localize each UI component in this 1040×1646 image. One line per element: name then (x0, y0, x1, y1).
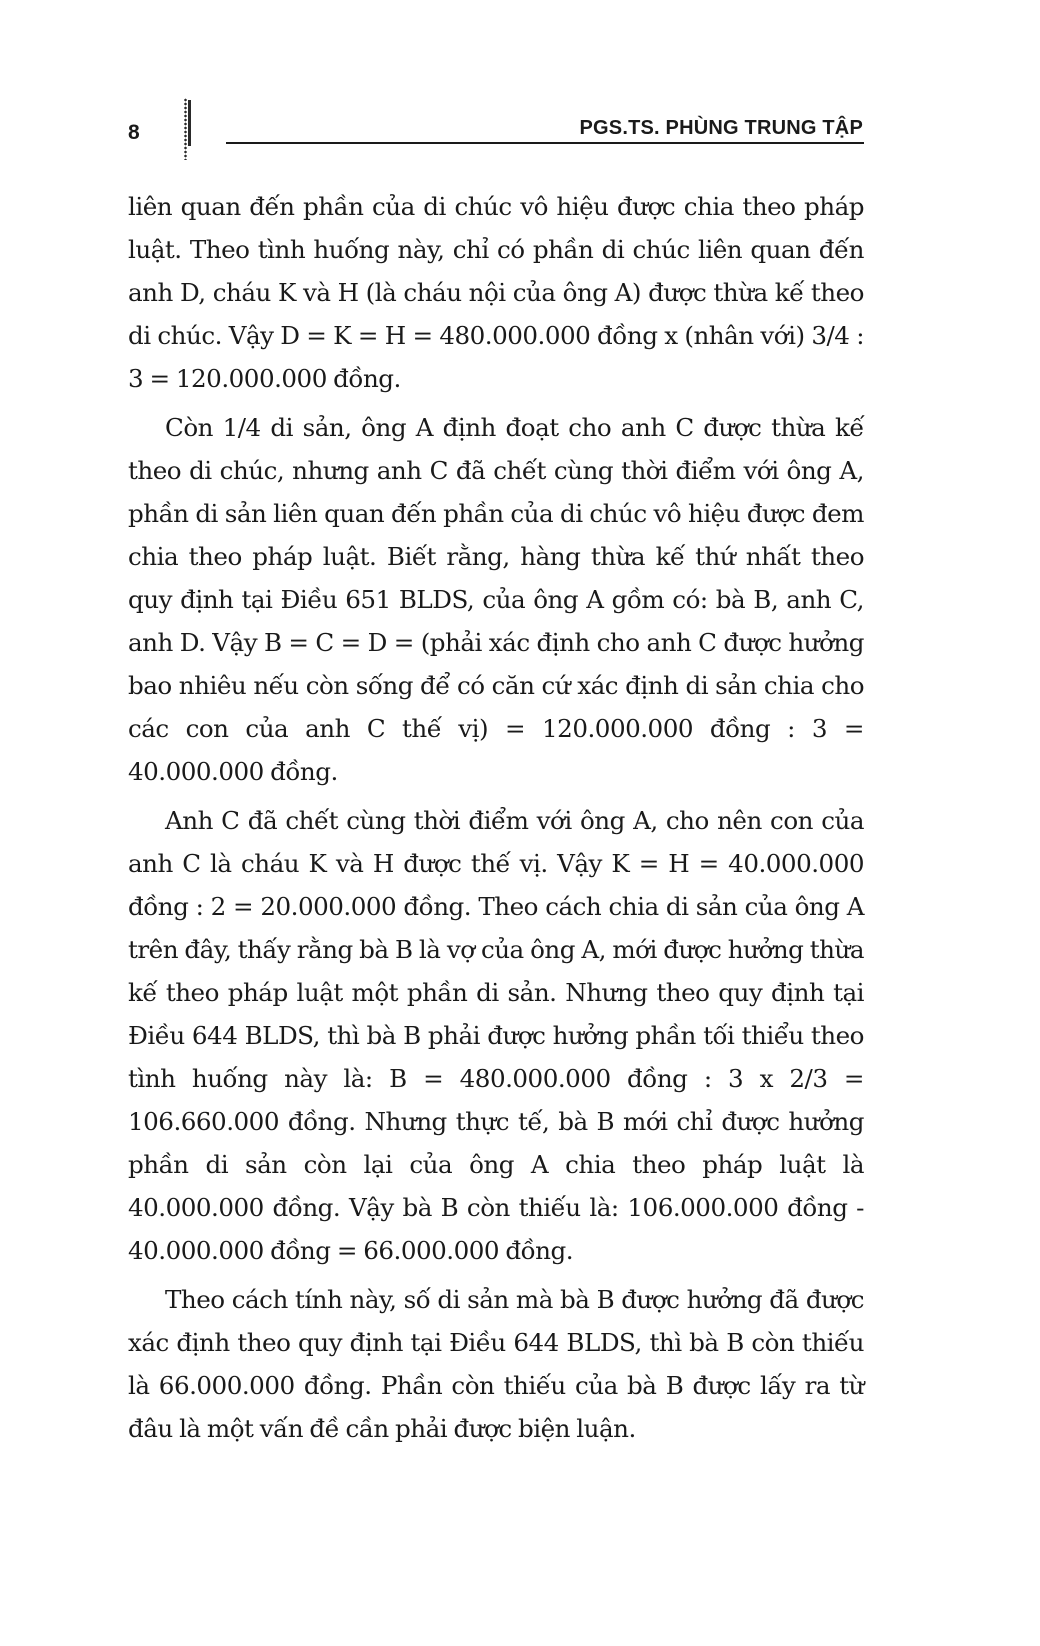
body-text (128, 185, 864, 1456)
running-head: PGS.TS. PHÙNG TRUNG TẬP (579, 117, 863, 139)
paragraph-1: liên quan đến phần của di chúc vô hiệu được chia theo pháp luật. Theo tình huống này, chỉ có phần di chúc liên quan đến anh D, cháu K và H (là cháu nội của ông A) được thừa kế theo di chúc. Vậy D = K = H = 480.000.000 đồng x (nhân với) 3/4 : 3 = 120.000.000 đồng. (128, 192, 864, 393)
paragraph-3: Anh C đã chết cùng thời điểm với ông A, cho nên con của anh C là cháu K và H được thế vị. Vậy K = H = 40.000.000 đồng : 2 = 20.000.000 đồng. Theo cách chia di sản của ông A trên đây, thấy rằng bà B là vợ của ông A, mới được hưởng thừa kế theo pháp luật một phần di sản. Nhưng theo quy định tại Điều 644 BLDS, thì bà B phải được hưởng phần tối thiểu theo tình huống này là: B = 480.000.000 đồng : 3 x 2/3 = 106.660.000 đồng. Nhưng thực tế, bà B mới chỉ được hưởng phần di sản còn lại của ông A chia theo pháp luật là 40.000.000 đồng. Vậy bà B còn thiếu là: 106.000.000 đồng - 40.000.000 đồng = 66.000.000 đồng. (128, 806, 864, 1265)
page-header (0, 0, 1040, 170)
paragraph-2: Còn 1/4 di sản, ông A định đoạt cho anh C được thừa kế theo di chúc, nhưng anh C đã chết cùng thời điểm với ông A, phần di sản liên quan đến phần của di chúc vô hiệu được đem chia theo pháp luật. Biết rằng, hàng thừa kế thứ nhất theo quy định tại Điều 651 BLDS, của ông A gồm có: bà B, anh C, anh D. Vậy B = C = D = (phải xác định cho anh C được hưởng bao nhiêu nếu còn sống để có căn cứ xác định di sản chia cho các con của anh C thế vị) = 120.000.000 đồng : 3 = 40.000.000 đồng. (128, 413, 864, 786)
page-number: 8 (128, 121, 140, 144)
header-ornament-bar (188, 100, 191, 146)
paragraph-4: Theo cách tính này, số di sản mà bà B được hưởng đã được xác định theo quy định tại Điều 644 BLDS, thì bà B còn thiếu là 66.000.000 đồng. Phần còn thiếu của bà B được lấy ra từ đâu là một vấn đề cần phải được biện luận. (128, 1285, 864, 1443)
header-rule (226, 142, 864, 144)
